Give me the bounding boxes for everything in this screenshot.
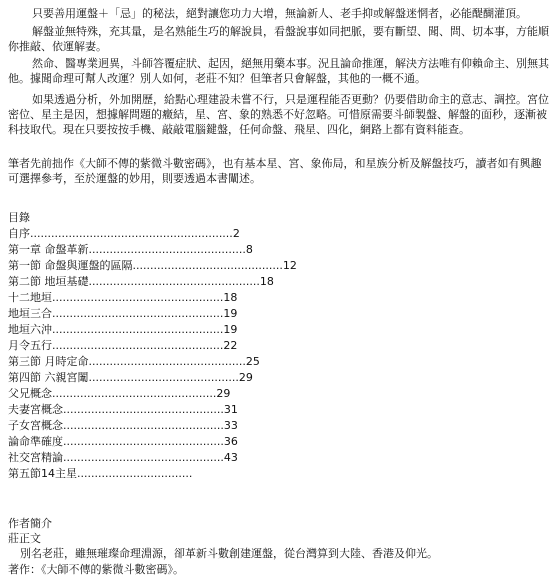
toc-entry-page: 12 [282, 259, 297, 272]
author-works: 著作：《大師不傳的紫微斗數密碼》。 [8, 563, 184, 576]
toc-entry-leader: ............................................. [88, 355, 246, 368]
toc-entry-leader: ................................................. [52, 339, 224, 352]
toc-entry[interactable] [8, 306, 408, 322]
toc-entry[interactable] [8, 322, 408, 338]
toc-entry-leader: .............................................. [63, 419, 224, 432]
toc-entry-page: 8 [245, 243, 253, 256]
toc-entry-title: 月令五行 [8, 339, 52, 352]
toc-entry-leader: .............................................. [63, 403, 224, 416]
toc-entry-title: 社交宮精論 [8, 451, 63, 464]
toc-entry-title: 第二節 地垣基礎 [8, 275, 89, 288]
toc-entry[interactable] [8, 370, 408, 386]
table-of-contents [8, 226, 408, 482]
toc-entry[interactable] [8, 274, 408, 290]
toc-entry[interactable] [8, 434, 408, 450]
toc-entry-leader: ............................................. [88, 243, 246, 256]
toc-entry-leader: ............................................... [52, 387, 217, 400]
toc-entry[interactable] [8, 290, 408, 306]
toc-entry-leader: ................................................. [52, 307, 224, 320]
toc-entry-page: 2 [232, 227, 240, 240]
toc-entry-leader: ................................................. [88, 275, 260, 288]
toc-entry-page: 29 [216, 387, 231, 400]
toc-entry-leader: ........................................... [88, 371, 239, 384]
toc-entry-page: 25 [245, 355, 260, 368]
toc-entry-title: 第一章 命盤革新 [8, 243, 89, 256]
toc-entry-page: 18 [259, 275, 274, 288]
toc-entry-page: 31 [223, 403, 238, 416]
intro-paragraph-2: 解盤並無特殊，充其量，是名熟能生巧的解說員，看盤說事如同把脈，要有斷望、聞、問、切本事，方能順你推敲、依運解妻。 [8, 25, 549, 53]
toc-entry-title: 地垣三合 [8, 307, 52, 320]
toc-entry-page: 19 [223, 307, 238, 320]
toc-entry-page: 36 [223, 435, 238, 448]
toc-entry[interactable] [8, 386, 408, 402]
toc-entry[interactable] [8, 242, 408, 258]
toc-entry-title: 第五節14主星 [8, 467, 77, 480]
toc-entry-title: 第一節 命盤與運盤的區隔 [8, 259, 133, 272]
toc-entry-leader: .......................................................... [30, 227, 233, 240]
toc-entry-page: 29 [238, 371, 253, 384]
toc-entry-leader: ................................. [77, 467, 193, 480]
toc-entry-leader: .............................................. [63, 435, 224, 448]
intro-paragraph-4: 如果透過分析，外加開歷，給點心理建設未嘗不行，只是運程能否更動？仍要借助命主的意志、調控。宮位密位、星主是因，想據解問題的癥結，星、宮、象的熟悉不好忽略。可惜原需要斗師製盤、解盤的面秒，逐漸被科技取代。現在只要按按手機、敲敲電腦鍵盤，任何命盤、飛星、四化，網路上都有資料能查。 [8, 93, 549, 136]
toc-entry-title: 自序 [8, 227, 30, 240]
toc-entry[interactable] [8, 258, 408, 274]
intro-paragraph-1: 只要善用運盤＋「忌」的秘法，絕對讓您功力大增，無論新人、老手抑或解盤迷惘者，必能醍醐灌頂。 [32, 7, 527, 20]
toc-entry[interactable] [8, 354, 408, 370]
toc-entry-leader: ........................................... [132, 259, 283, 272]
toc-entry-leader: ................................................. [52, 323, 224, 336]
intro-paragraph-5: 筆者先前拙作《大師不傳的紫微斗數密碼》，也有基本星、宮、象佈局，和星族分析及解盤技巧，讀者如有興趣可選擇參考，至於運盤的妙用，則要透過本書闡述。 [8, 157, 542, 185]
toc-entry-page: 18 [223, 291, 238, 304]
toc-entry[interactable] [8, 450, 408, 466]
toc-entry[interactable] [8, 338, 408, 354]
toc-entry-title: 第四節 六親宮闈 [8, 371, 89, 384]
toc-entry-page: 33 [223, 419, 238, 432]
author-bio: 別名老莊，雖無璀璨命理淵源，卻革新斗數創建運盤，從台灣算到大陸、香港及仰光。 [20, 547, 438, 560]
toc-entry-title: 父兄概念 [8, 387, 52, 400]
toc-entry-page: 19 [223, 323, 238, 336]
toc-entry-title: 論命準確度 [8, 435, 63, 448]
author-name: 莊正文 [8, 532, 41, 545]
author-heading: 作者簡介 [8, 517, 52, 530]
toc-entry-title: 子女宮概念 [8, 419, 63, 432]
toc-entry[interactable] [8, 418, 408, 434]
toc-entry-page: 22 [223, 339, 238, 352]
toc-entry-leader: ................................................. [52, 291, 224, 304]
toc-entry-title: 夫妻宮概念 [8, 403, 63, 416]
toc-entry-page: 43 [223, 451, 238, 464]
toc-entry[interactable] [8, 226, 408, 242]
toc-entry[interactable] [8, 402, 408, 418]
toc-entry-title: 十二地垣 [8, 291, 52, 304]
toc-heading: 目錄 [8, 211, 30, 224]
toc-entry-leader: .............................................. [63, 451, 224, 464]
toc-entry-title: 第三節 月時定命 [8, 355, 89, 368]
intro-paragraph-3: 然命、醫專業迥異，斗師答覆症狀、起因，絕無用藥本事。況且論命推運，解決方法唯有仰賴命主、別無其他。據聞命理可幫人改運？別人如何，老莊不知？但筆者只會解盤，其他的一概不通。 [8, 57, 549, 85]
toc-entry-title: 地垣六沖 [8, 323, 52, 336]
toc-entry[interactable] [8, 466, 408, 482]
